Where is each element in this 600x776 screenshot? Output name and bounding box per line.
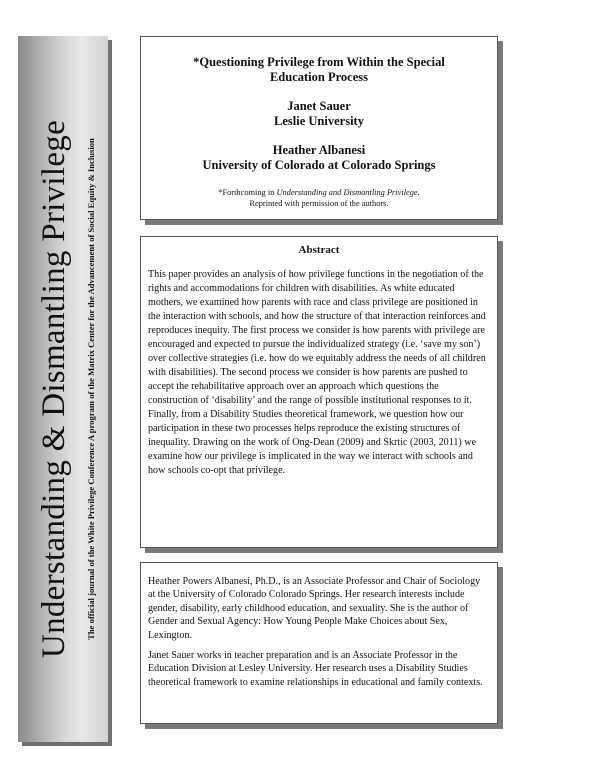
publication-note (141, 187, 497, 209)
article-title-line1: *Questioning Privilege from Within the Special (193, 55, 445, 69)
journal-title: Understanding & Dismantling Privilege (36, 119, 72, 659)
author1-name: Janet Sauer (287, 99, 351, 113)
abstract-heading: Abstract (298, 244, 340, 256)
author2-affiliation: University of Colorado at Colorado Springs (202, 158, 436, 172)
abstract-box (140, 236, 498, 548)
author-bios-box (140, 562, 498, 724)
note-reprint: Reprinted with permission of the authors. (249, 199, 389, 208)
note-book-title: Understanding and Dismantling Privilege. (276, 188, 420, 197)
author2-name: Heather Albanesi (272, 143, 366, 157)
note-prefix: *Forthcoming in (218, 188, 277, 197)
journal-band-text (18, 36, 108, 742)
journal-subtitle: The official journal of the White Privilege Conference A program of the Matrix Center for the Advancement of Social Equity & Inclusion (86, 138, 96, 640)
abstract-body: This paper provides an analysis of how privilege functions in the negotiation of the rights and accommodations for children with disabilities. As white educated mothers, we examined how parents with race and class privilege are positioned in the interaction with schools, and how the structure of that interaction reinforces and reproduces inequity. The first process we consider is how parents with privilege are encouraged and expected to pursue the individualized strategy (i.e. ‘save my son’) over collective strategies (i.e. how do we equitably address the needs of all children with disabilities). The second process we consider is how parents are pushed to accept the rehabilitative approach over an approach which questions the construction of ‘disability’ and the range of possible institutional responses to it. Finally, from a Disability Studies theoretical framework, we question how our participation in these two processes helps reproduce the existing structures of inequality. Drawing on the work of Ong-Dean (2009) and Skrtic (2003, 2011) we examine how our privilege is implicated in the way we interact with schools and how schools co-opt that privilege. (148, 269, 486, 476)
bio-albanesi: Heather Powers Albanesi, Ph.D., is an Associate Professor and Chair of Sociology at the University of Colorado Colorado Springs. Her research interests include gender, disability, early childhood education, and sexuality. She is the author of Gender and Sexual Agency: How Young People Make Choices about Sex, Lexington. (148, 576, 481, 641)
article-title-line2: Education Process (269, 70, 369, 84)
author1-affiliation: Leslie University (274, 114, 364, 128)
journal-band (18, 36, 108, 742)
article-title-box (140, 36, 498, 220)
bio-sauer: Janet Sauer works in teacher preparation and is an Associate Professor in the Education Division at Lesley University. Her research uses a Disability Studies theoretical framework to examine relationships in educational and family contexts. (148, 650, 483, 688)
